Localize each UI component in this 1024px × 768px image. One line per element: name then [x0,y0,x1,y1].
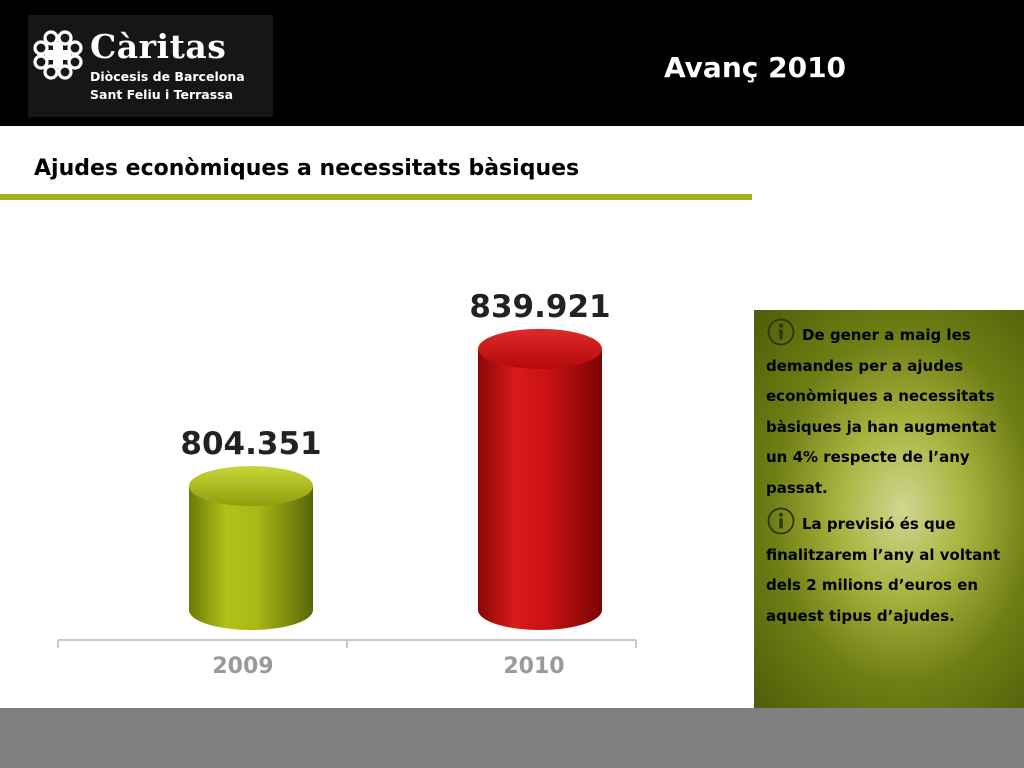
x-tick-label: 2010 [503,654,565,679]
info-text-1: De gener a maig les demandes per a ajudes econòmiques a necessitats bàsiques ja han augmentat un 4% respecte de l’any passat. [766,326,997,497]
info-paragraph-2 [766,506,1016,631]
bar-2010 [478,329,602,630]
bar-chart [0,200,752,700]
bar-body [189,486,313,630]
logo-subtitle-line-2: Sant Feliu i Terrassa [90,87,234,102]
info-icon [766,506,796,536]
bar-2009 [189,466,313,630]
info-paragraph-1 [766,317,1016,503]
bar-top [478,329,602,369]
caritas-cross-icon [32,29,84,81]
bar-body [478,349,602,630]
header-title: Avanç 2010 [664,51,847,84]
x-axis [58,640,636,648]
bar-top [189,466,313,506]
footer-bar [0,708,1024,768]
info-icon [766,317,796,347]
header-bar [0,0,1024,126]
caritas-logo [28,15,273,117]
data-label: 839.921 [469,288,611,325]
data-label: 804.351 [180,426,322,463]
x-tick-label: 2009 [212,654,274,679]
slide-title: Ajudes econòmiques a necessitats bàsiques [34,156,580,181]
chart-bars [189,329,602,630]
info-panel [754,310,1024,708]
logo-name: Càritas [90,27,227,66]
info-text-2: La previsió és que finalitzarem l’any al voltant dels 2 milions d’euros en aquest tipus d’ajudes. [766,515,1001,625]
logo-subtitle-line-1: Diòcesis de Barcelona [90,69,245,84]
